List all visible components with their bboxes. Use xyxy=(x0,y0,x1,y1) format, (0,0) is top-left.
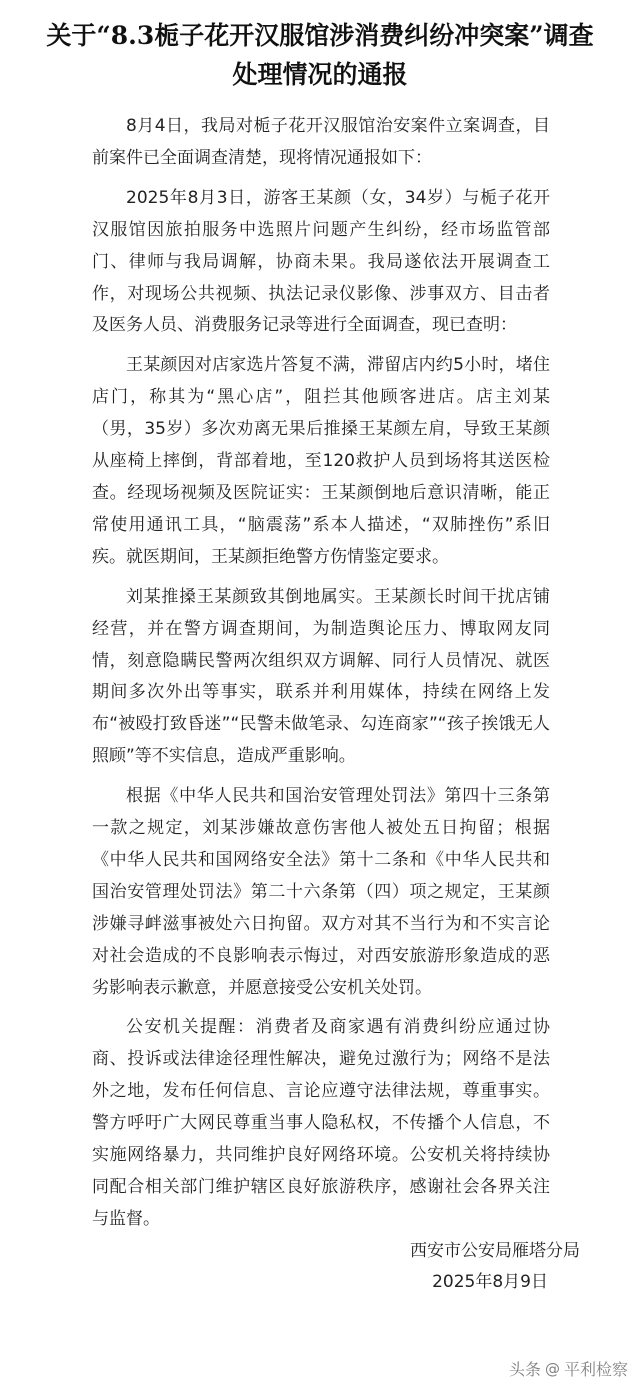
signature-organization: 西安市公安局雁塔分局 xyxy=(410,1241,580,1261)
paragraph-incident: 2025年8月3日，游客王某颜（女，34岁）与栀子花开汉服馆因旅拍服务中选照片问题产生纠纷，经市场监管部门、律师与我局调解，协商未果。我局遂依法开展调查工作，对现场公共视频、执法记录仪影像、涉事双方、目击者及医务人员、消费服务记录等进行全面调查，现已查明： xyxy=(92,187,550,336)
paragraph-findings: 王某颜因对店家选片答复不满，滞留店内约5小时，堵住店门，称其为“黑心店”，阻拦其他顾客进店。店主刘某（男，35岁）多次劝离无果后推搡王某颜左肩，导致王某颜从座椅上摔倒，背部着地，至120救护人员到场将其送医检查。经现场视频及医院证实：王某颜倒地后意识清晰，能正常使用通讯工具，“脑震荡”系本人描述，“双肺挫伤”系旧疾。就医期间，王某颜拒绝警方伤情鉴定要求。 xyxy=(92,355,550,567)
paragraph-reminder: 公安机关提醒：消费者及商家遇有消费纠纷应通过协商、投诉或法律途径理性解决，避免过激行为；网络不是法外之地，发布任何信息、言论应遵守法律法规，尊重事实。警方呼吁广大网民尊重当事人隐私权，不传播个人信息，不实施网络暴力，共同维护良好网络环境。公安机关将持续协同配合相关部门维护辖区良好旅游秩序，感谢社会各界关注与监督。 xyxy=(92,1017,550,1229)
document-body xyxy=(92,111,550,1244)
signature-date: 2025年8月9日 xyxy=(432,1272,548,1292)
paragraph-intro: 8月4日，我局对栀子花开汉服馆治安案件立案调查，目前案件已全面调查清楚，现将情况通报如下： xyxy=(92,116,550,168)
watermark-account: 平利检察 xyxy=(563,1360,628,1379)
paragraph-misinformation: 刘某推搡王某颜致其倒地属实。王某颜长时间干扰店铺经营，并在警方调查期间，为制造舆论压力、博取网友同情，刻意隐瞒民警两次组织双方调解、同行人员情况、就医期间多次外出等事实，联系并利用媒体，持续在网络上发布“被殴打致昏迷”“民警未做笔录、勾连商家”“孩子挨饿无人照顾”等不实信息，造成严重影响。 xyxy=(92,586,550,767)
watermark-brand: 头条 xyxy=(508,1360,541,1379)
signature-block xyxy=(410,1236,580,1298)
document-title: 关于“8.3栀子花开汉服馆涉消费纠纷冲突案”调查处理情况的通报 xyxy=(46,21,594,89)
at-icon: @ xyxy=(544,1359,560,1378)
source-watermark xyxy=(509,1357,628,1380)
paragraph-penalties: 根据《中华人民共和国治安管理处罚法》第四十三条第一款之规定，刘某涉嫌故意伤害他人被处五日拘留；根据《中华人民共和国网络安全法》第十二条和《中华人民共和国治安管理处罚法》第二十六条第（四）项之规定，王某颜涉嫌寻衅滋事被处六日拘留。双方对其不当行为和不实言论对社会造成的不良影响表示悔过，对西安旅游形象造成的恶劣影响表示歉意，并愿意接受公安机关处罚。 xyxy=(92,786,550,998)
